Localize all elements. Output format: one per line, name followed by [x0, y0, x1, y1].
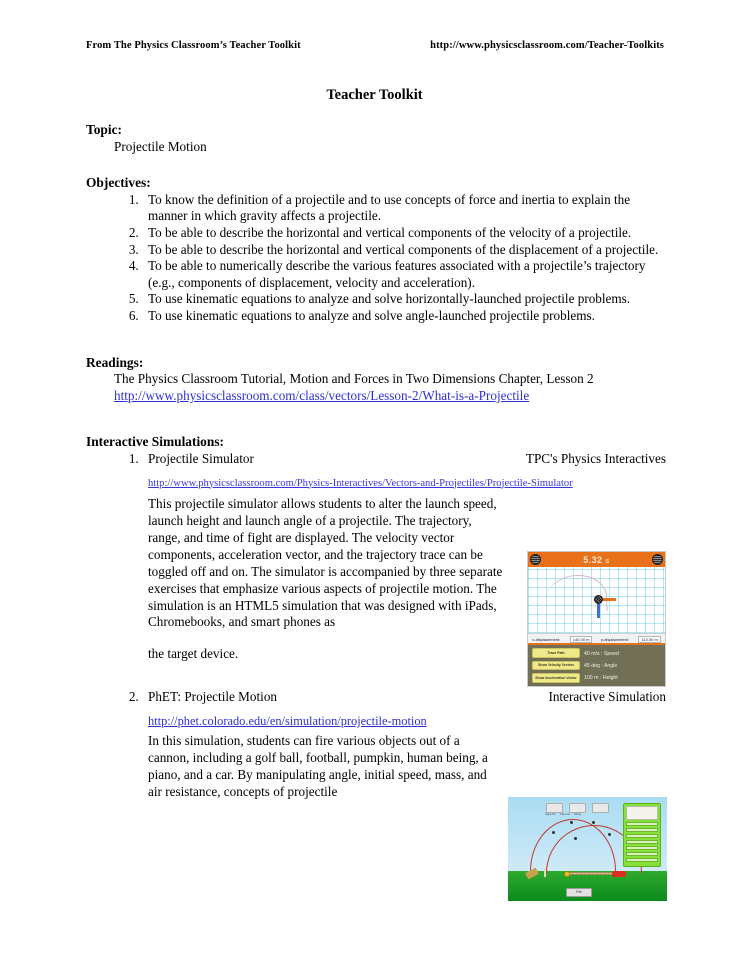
initial-speed-slider[interactable]: [626, 828, 658, 832]
trajectory-marker: [552, 831, 555, 834]
tool-label: Tape M.: [545, 812, 556, 816]
diameter-slider[interactable]: [626, 840, 658, 844]
objectives-heading: Objectives:: [86, 175, 151, 191]
fire-button[interactable]: Fire: [566, 888, 592, 897]
x-axis-ticks: · · · · · · · · · ·: [538, 626, 594, 630]
trace-path-button[interactable]: Trace Path: [532, 648, 580, 657]
phet-tool-labels: [545, 812, 581, 816]
trajectory-marker: [570, 821, 573, 824]
trajectory-marker: [592, 821, 595, 824]
angle-parameter: 45 deg : Angle: [584, 662, 618, 669]
trajectory-marker: [608, 833, 611, 836]
vertical-velocity-vector: [597, 604, 600, 618]
simulation-body: [148, 733, 666, 801]
horizontal-velocity-vector: [603, 598, 616, 601]
angle-slider[interactable]: [626, 822, 658, 826]
mass-slider[interactable]: [626, 834, 658, 838]
simulator-left-knob-icon[interactable]: [530, 554, 541, 565]
topic-value: Projectile Motion: [114, 138, 207, 154]
topic-heading: Topic:: [86, 122, 122, 137]
person-figure-icon: [544, 868, 546, 877]
spacer: [86, 155, 666, 175]
page-title: Teacher Toolkit: [326, 87, 423, 103]
trajectory-marker: [574, 837, 577, 840]
air-resistance-toggle[interactable]: [626, 858, 658, 862]
projectile-simulator-thumbnail[interactable]: [527, 551, 666, 687]
show-acceleration-vector-button[interactable]: Show Acceleration Vector: [532, 673, 580, 682]
list-item: [142, 689, 666, 801]
running-header: [86, 40, 666, 51]
simulator-right-knob-icon[interactable]: [652, 554, 663, 565]
tool-label: Cannon: [559, 812, 571, 816]
paragraph: the target device.: [148, 646, 239, 662]
simulation-title-row: [148, 689, 666, 706]
readings-text: The Physics Classroom Tutorial, Motion and Forces in Two Dimensions Chapter, Lesson 2: [114, 371, 594, 387]
spacer: [86, 404, 666, 434]
simulator-top-bar: [528, 552, 665, 567]
drag-tool-icon[interactable]: [592, 803, 609, 813]
show-velocity-vectors-button[interactable]: Show Velocity Vectors: [532, 661, 580, 670]
list-item: 5. To use kinematic equations to analyze and solve horizontally-launched projectile problems.: [142, 291, 666, 308]
objectives-list: [86, 192, 666, 325]
height-parameter: 100 m : Height: [584, 674, 618, 681]
list-item: 6. To use kinematic equations to analyze and solve angle-launched projectile problems.: [142, 308, 666, 325]
header-left-text: From The Physics Classroom’s Teacher Toolkit: [86, 40, 301, 51]
simulator-time-readout: 5.32 s: [583, 554, 610, 565]
simulation-description: [148, 496, 506, 663]
altitude-slider[interactable]: [626, 852, 658, 856]
tool-label: Drag: [574, 812, 581, 816]
paragraph: In this simulation, students can fire various objects out of a cannon, including a golf ball, football, pumpkin, human being, a piano, and a car. By manipulating angle, initial speed, mass, and air resistance, concepts of projectile: [148, 733, 488, 800]
simulation-link[interactable]: http://phet.colorado.edu/en/simulation/projectile-motion: [148, 713, 427, 728]
y-axis-ticks: · · · ·: [531, 606, 545, 610]
simulation-name: 2. PhET: Projectile Motion: [148, 689, 278, 705]
list-item: 3. To be able to describe the horizontal and vertical components of the displacement of a projectile.: [142, 242, 666, 259]
simulation-description: [148, 733, 493, 801]
simulation-title-row: [148, 451, 666, 468]
list-item: 1. To know the definition of a projectile and to use concepts of force and inertia to explain the manner in which gravity affects a projectile.: [142, 192, 666, 225]
object-selector[interactable]: [626, 806, 658, 820]
simulator-canvas: [528, 567, 665, 633]
phet-simulation-thumbnail[interactable]: [508, 797, 667, 901]
drag-coefficient-slider[interactable]: [626, 846, 658, 850]
x-displacement-label: x-displacement:: [532, 636, 561, 642]
simulator-parameters: [580, 651, 665, 681]
speed-parameter: 40 m/s : Speed: [584, 650, 619, 657]
phet-control-panel[interactable]: [623, 803, 661, 867]
car-target-icon: [612, 871, 626, 877]
simulation-source: Interactive Simulation: [548, 689, 666, 705]
y-displacement-value: 113.50 m: [638, 636, 660, 643]
spacer: [86, 325, 666, 355]
list-item: 4. To be able to numerically describe the various features associated with a projectile’s trajectory (e.g., components of displacement, velocity and acceleration).: [142, 258, 666, 291]
x-displacement-value: 140.00 m: [570, 636, 593, 643]
readings-heading: Readings:: [86, 354, 144, 370]
simulation-source: TPC's Physics Interactives: [525, 450, 666, 466]
simulation-link[interactable]: http://www.physicsclassroom.com/Physics-Interactives/Vectors-and-Projectiles/Projectile-Simulator: [148, 477, 573, 489]
readings-link[interactable]: http://www.physicsclassroom.com/class/vectors/Lesson-2/What-is-a-Projectile: [114, 387, 530, 403]
simulator-toggle-buttons: [528, 648, 580, 682]
projectile-ball-icon: [594, 595, 603, 604]
paragraph: This projectile simulator allows students to alter the launch speed, launch height and launch angle of a projectile. The trajectory, range, and time of fight are displayed. The velocity vector components, acceleration vector, and the trajectory trace can be toggled off and on. The simulator is accompanied by three separate exercises that emphasize various aspects of projectile motion. The simulation is an HTML5 simulation that was designed with iPads, Chromebooks, and smart phones as: [148, 496, 503, 630]
header-right-url: http://www.physicsclassroom.com/Teacher-Toolkits: [430, 40, 664, 51]
simulator-control-panel: [528, 645, 665, 686]
tape-measure-anchor[interactable]: [564, 871, 570, 877]
y-displacement-label: y-displacement:: [600, 636, 629, 642]
simulation-name: 1. Projectile Simulator: [148, 450, 254, 466]
simulations-heading: Interactive Simulations:: [86, 434, 224, 450]
list-item: 2. To be able to describe the horizontal and vertical components of the velocity of a projectile.: [142, 225, 666, 242]
document-body: [86, 122, 666, 801]
